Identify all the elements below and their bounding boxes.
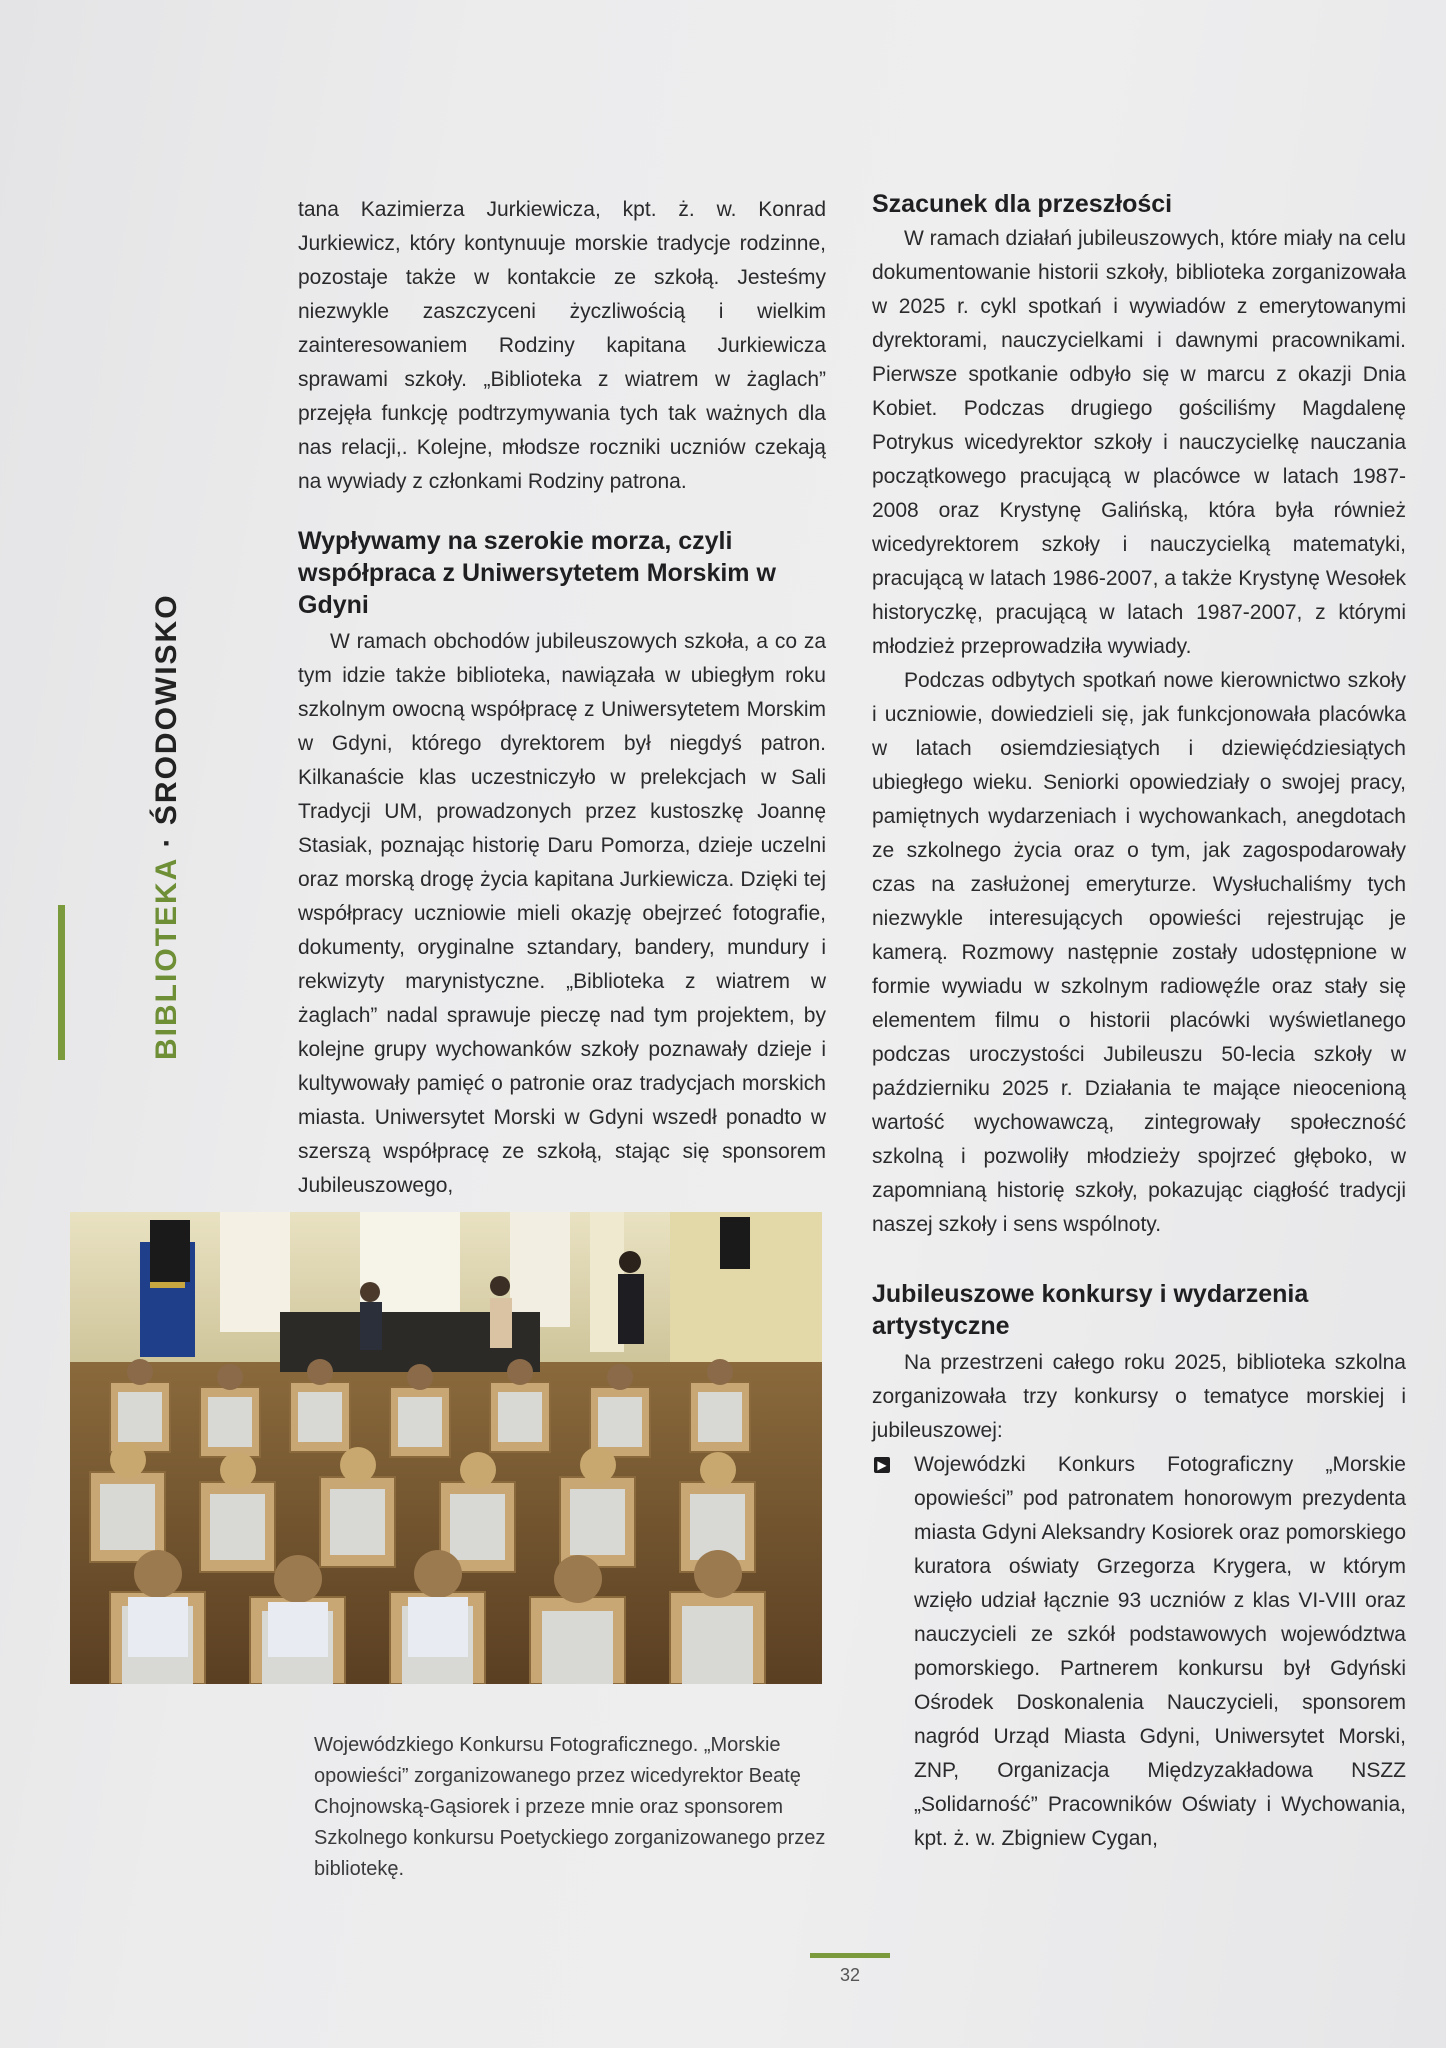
left-column xyxy=(298,193,826,1203)
photo-caption: Wojewódzkiego Konkursu Fotograficznego. „Morskie opowieści” zorganizowanego przez wicedyrektor Beatę Chojnowską-Gąsiorek i przeze mnie oraz sponsorem Szkolnego konkursu Poetyckiego zorganizowanego przez bibliotekę. xyxy=(314,1734,826,1880)
university-section-heading: Wypływamy na szerokie morza, czyli współpraca z Uniwersytetem Morskim w Gdyni xyxy=(298,527,776,619)
page-number-rule xyxy=(810,1953,890,1958)
list-item xyxy=(872,1448,1406,1856)
arrow-bullet-icon: ▶ xyxy=(874,1457,890,1473)
left-intro-paragraph: tana Kazimierza Jurkiewicza, kpt. ż. w. Konrad Jurkiewicz, który kontynuuje morskie tradycje rodzinne, pozostaje także w kontakcie ze szkołą. Jesteśmy niezwykle zaszczyceni życzliwością i wielkim zainteresowaniem Rodziny kapitana Jurkiewicza sprawami szkoły. „Biblioteka z wiatrem w żaglach” przejęła funkcję podtrzymywania tych tak ważnych dla nas relacji,. Kolejne, młodsze roczniki uczniów czekają na wywiady z członkami Rodziny patrona. xyxy=(298,198,826,493)
past-section-heading: Szacunek dla przeszłości xyxy=(872,190,1173,218)
section-accent-bar xyxy=(58,905,65,1060)
list-item-text: Wojewódzki Konkurs Fotograficzny „Morskie opowieści” pod patronatem honorowym prezydenta miasta Gdyni Aleksandry Kosiorek oraz pomorskiego kuratora oświaty Grzegorza Krygera, w którym wzięło udział łącznie 93 uczniów z klas VI-VIII oraz nauczycieli ze szkół podstawowych województwa pomorskiego. Partnerem konkursu był Gdyński Ośrodek Doskonalenia Nauczycieli, sponsorem nagród Urząd Miasta Gdyni, Uniwersytet Morski, ZNP, Organizacja Międzyzakładowa NSZZ „Solidarność” Pracowników Oświaty i Wychowania, kpt. ż. w. Zbigniew Cygan, xyxy=(914,1453,1406,1850)
page-number: 32 xyxy=(839,1965,861,1985)
past-section-paragraph-1: W ramach działań jubileuszowych, które miały na celu dokumentowanie historii szkoły, biblioteka zorganizowała w 2025 r. cykl spotkań i wywiadów z emerytowanymi dyrektorami, nauczycielkami i dawnymi pracownikami. Pierwsze spotkanie odbyło się w marcu z okazji Dnia Kobiet. Podczas drugiego gościliśmy Magdalenę Potrykus wicedyrektor szkoły i nauczycielkę nauczania początkowego pracującą w placówce w latach 1987-2008 oraz Krystynę Galińską, która była również wicedyrektorem szkoły i nauczycielką matematyki, pracującą w latach 1986-2007, a także Krystynę Wesołek historyczkę, pracującą w latach 1987-2007, z którymi młodzież przeprowadziła wywiady. xyxy=(872,227,1406,658)
past-section-paragraph-2: Podczas odbytych spotkań nowe kierownictwo szkoły i uczniowie, dowiedzieli się, jak funkcjonowała placówka w latach osiemdziesiątych i dziewięćdziesiątych ubiegłego wieku. Seniorki opowiedziały o swojej pracy, pamiętnych wydarzeniach i wychowankach, anegdotach ze szkolnego życia oraz o tym, jak zagospodarowały czas na zasłużonej emeryturze. Wysłuchaliśmy tych niezwykle interesujących opowieści rejestrując je kamerą. Rozmowy następnie zostały udostępnione w formie wywiadu w szkolnym radiowęźle oraz stały się elementem filmu o historii placówki wyświetlanego podczas uroczystości Jubileuszu 50-lecia szkoły w październiku 2025 r. Działania te mające nieocenioną wartość wychowawczą, zintegrowały społeczność szkolną i pozwoliły młodzieży spojrzeć głęboko, w zapomnianą historię szkoły, pokazując ciągłość tradycji naszej szkoły i sens wspólnoty. xyxy=(872,669,1406,1236)
contests-section-paragraph: Na przestrzeni całego roku 2025, biblioteka szkolna zorganizowała trzy konkursy o tematyce morskiej i jubileuszowej: xyxy=(872,1351,1406,1442)
section-label-part2: ŚRODOWISKO xyxy=(150,593,183,826)
section-label-part1: BIBLIOTEKA xyxy=(150,857,183,1060)
section-label-separator: · xyxy=(150,825,183,858)
audience-photo-illustration xyxy=(70,1212,822,1684)
contests-section-heading: Jubileuszowe konkursy i wydarzenia artystyczne xyxy=(872,1280,1309,1340)
section-label xyxy=(150,593,184,1060)
university-section-paragraph: W ramach obchodów jubileuszowych szkoła, a co za tym idzie także biblioteka, nawiązała w ubiegłym roku szkolnym owocną współpracę z Uniwersytetem Morskim w Gdyni, którego dyrektorem był niegdyś patron. Kilkanaście klas uczestniczyło w prelekcjach w Sali Tradycji UM, prowadzonych przez kustoszkę Joannę Stasiak, poznając historię Daru Pomorza, dzieje uczelni oraz morską drogę życia kapitana Jurkiewicza. Dzięki tej współpracy uczniowie mieli okazję obejrzeć fotografie, dokumenty, oryginalne sztandary, bandery, mundury i rekwizyty marynistyczne. „Biblioteka z wiatrem w żaglach” nadal sprawuje pieczę nad tym projektem, by kolejne grupy wychowanków szkoły poznawały dzieje i kultywowały pamięć o patronie oraz tradycjach morskich miasta. Uniwersytet Morski w Gdyni wszedł ponadto w szerszą współpracę ze szkołą, stając się sponsorem Jubileuszowego, xyxy=(298,630,826,1197)
event-photo xyxy=(70,1212,822,1684)
right-column xyxy=(872,188,1406,1856)
